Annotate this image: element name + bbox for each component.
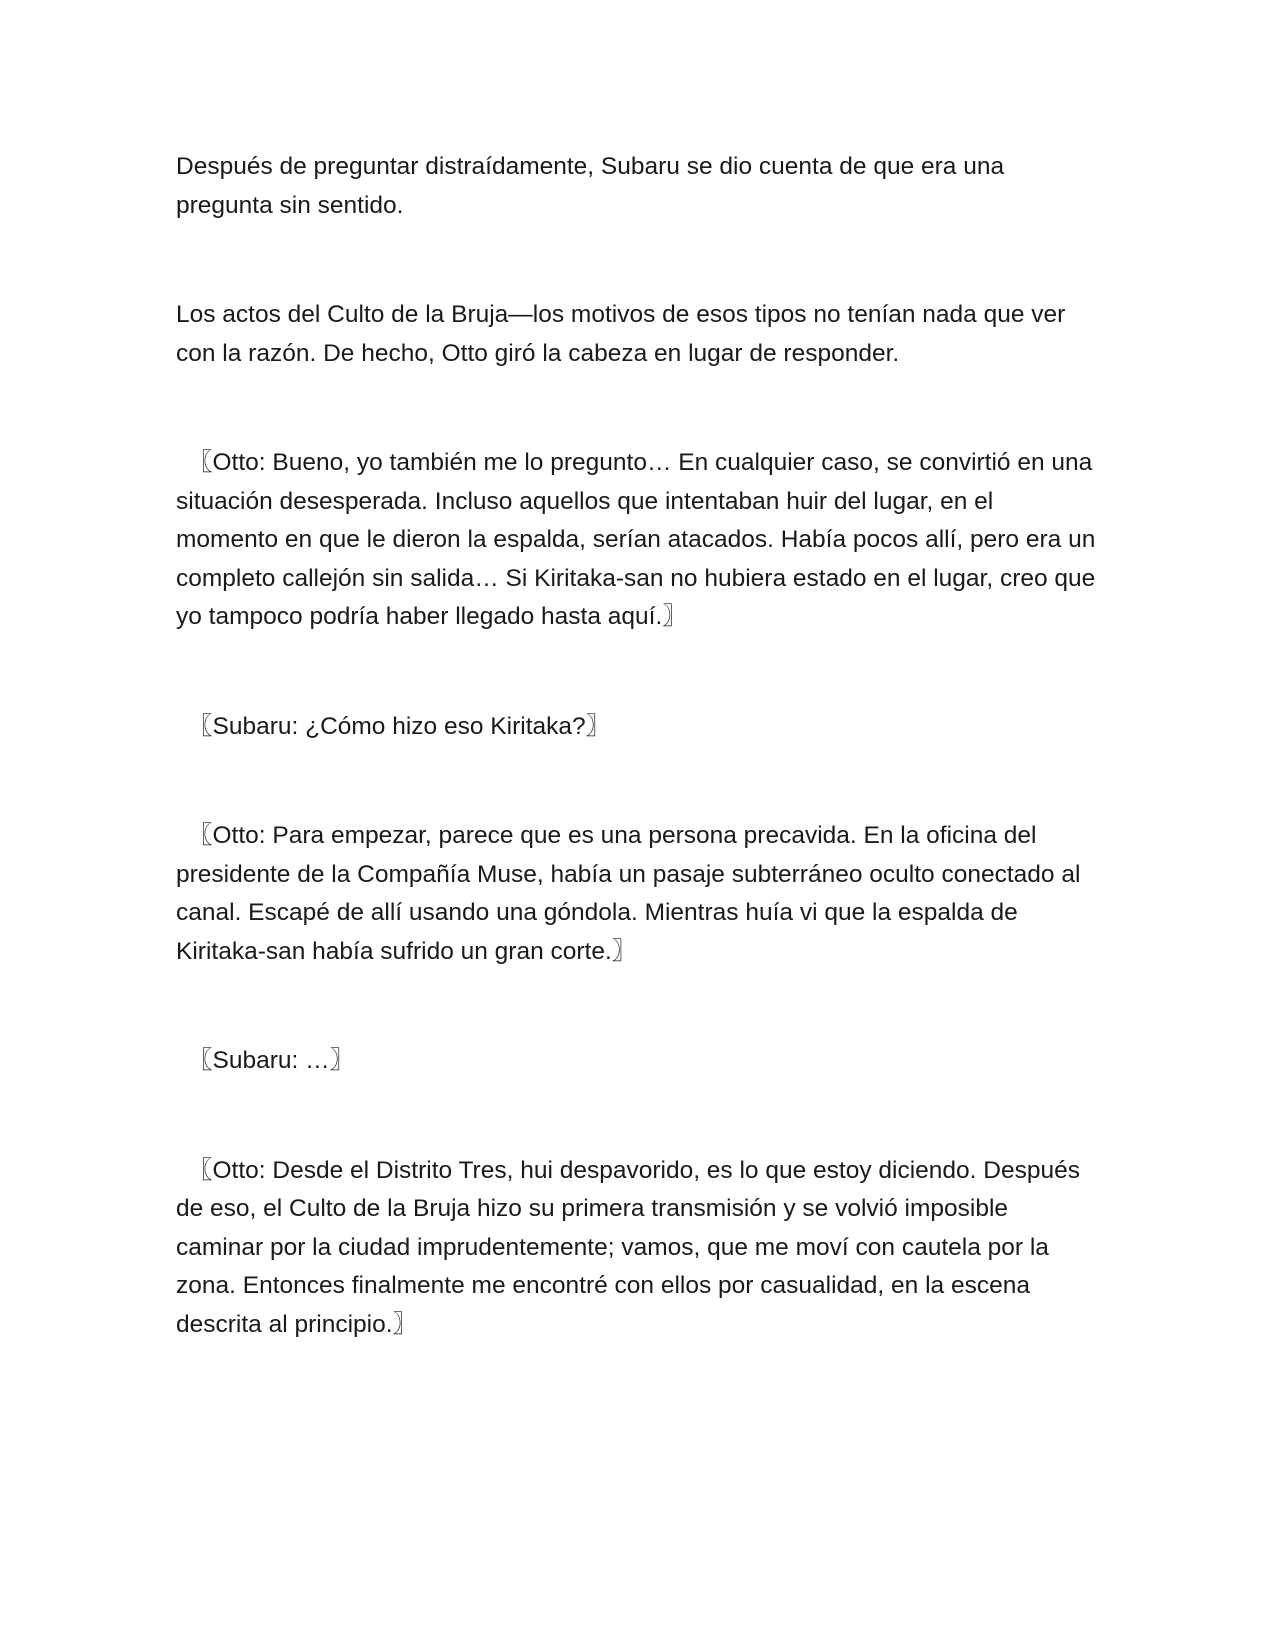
paragraph: Después de preguntar distraídamente, Subaru se dio cuenta de que era una pregunta sin sentido. bbox=[176, 153, 1005, 219]
dialogue-paragraph: 〖Subaru: …〗 bbox=[188, 1047, 355, 1074]
body-text bbox=[176, 148, 1096, 1344]
dialogue-paragraph: 〖Otto: Desde el Distrito Tres, hui despavorido, es lo que estoy diciendo. Después de eso, el Culto de la Bruja hizo su primera transmisión y se volvió imposible caminar por la ciudad imprudentemente; vamos, que me moví con cautela por la zona. Entonces finalmente me encontré con ellos por casualidad, en la escena descrita al principio.〗 bbox=[176, 1156, 1080, 1338]
dialogue-paragraph: 〖Otto: Para empezar, parece que es una persona precavida. En la oficina del presidente de la Compañía Muse, había un pasaje subterráneo oculto conectado al canal. Escapé de allí usando una góndola. Mientras huía vi que la espalda de Kiritaka-san había sufrido un gran corte.〗 bbox=[176, 822, 1081, 965]
paragraph: Los actos del Culto de la Bruja—los motivos de esos tipos no tenían nada que ver con la razón. De hecho, Otto giró la cabeza en lugar de responder. bbox=[176, 301, 1066, 367]
dialogue-paragraph: 〖Subaru: ¿Cómo hizo eso Kiritaka?〗 bbox=[188, 712, 611, 740]
dialogue-paragraph: 〖Otto: Bueno, yo también me lo pregunto… En cualquier caso, se convirtió en una situación desesperada. Incluso aquellos que intentaban huir del lugar, en el momento en que le dieron la espalda, serían atacados. Había pocos allí, pero era un completo callejón sin salida… Si Kiritaka-san no hubiera estado en el lugar, creo que yo tampoco podría haber llegado hasta aquí.〗 bbox=[176, 449, 1096, 630]
